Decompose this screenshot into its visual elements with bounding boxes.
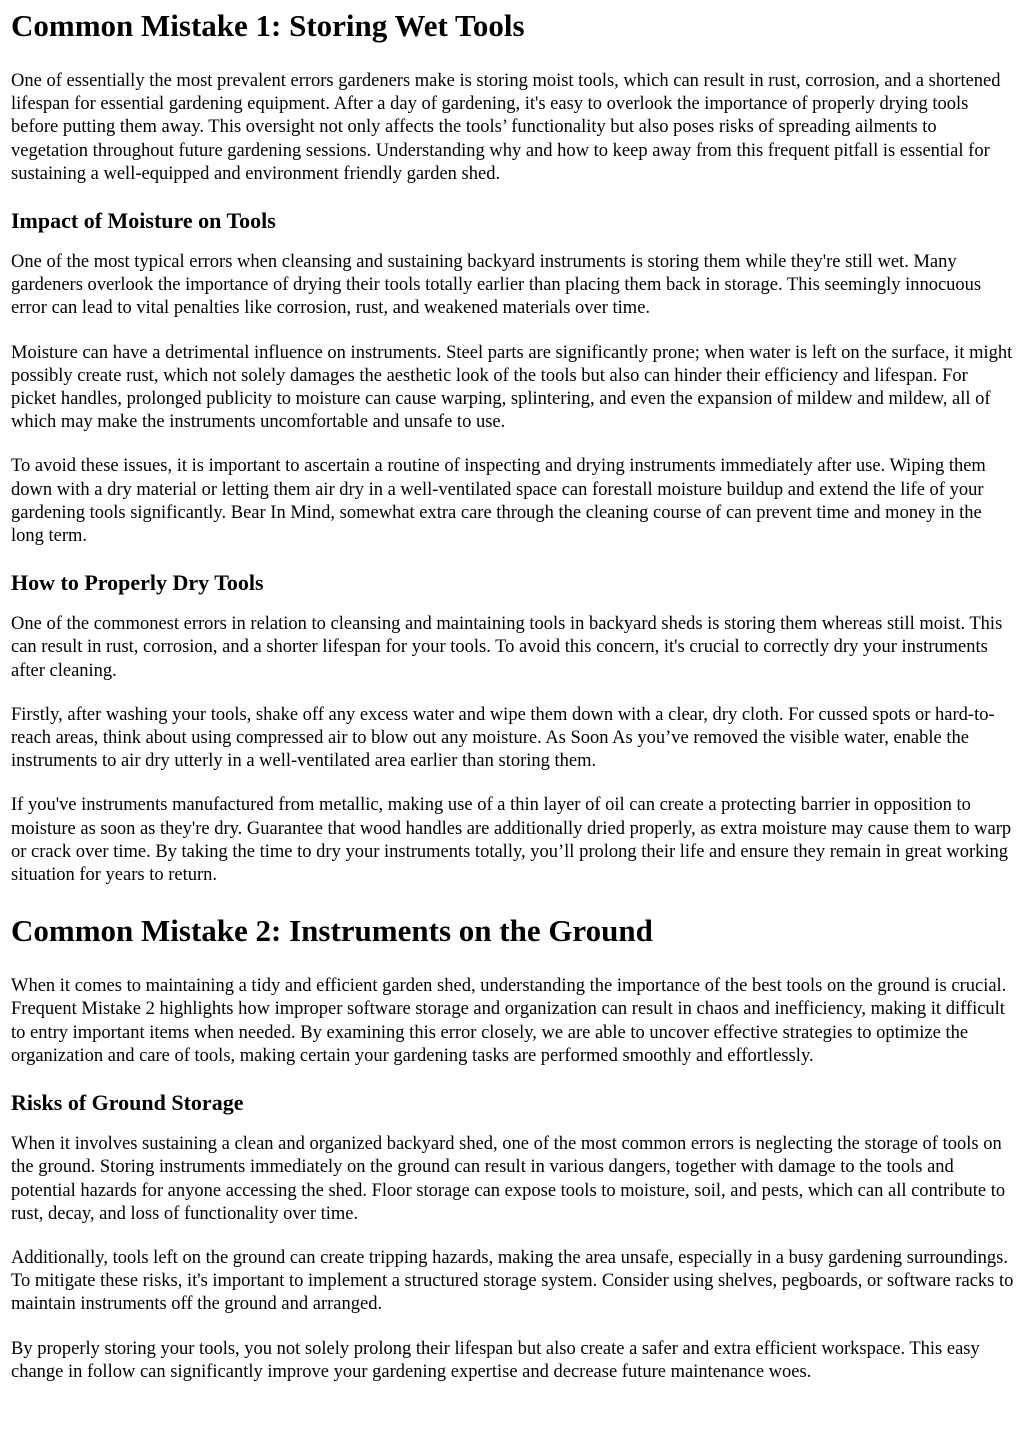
subsection-impact-of-moisture — [11, 207, 1014, 548]
section-mistake-1 — [11, 7, 1014, 887]
subsection-risks-of-ground-storage — [11, 1089, 1014, 1384]
paragraph: Additionally, tools left on the ground can create tripping hazards, making the area unsafe, especially in a busy gardening surroundings. To mitigate these risks, it's important to implement a structured storage system. Consider using shelves, pegboards, or software racks to maintain instruments off the ground and arranged. — [11, 1247, 1014, 1315]
paragraph: To avoid these issues, it is important to ascertain a routine of inspecting and drying instruments immediately after use. Wiping them down with a dry material or letting them air dry in a well-ventilated space can forestall moisture buildup and extend the life of your gardening tools significantly. Bear In Mind, somewhat extra care through the cleaning course of can prevent time and money in the long term. — [11, 456, 986, 547]
subsection-how-to-dry-tools — [11, 569, 1014, 887]
section-heading: Common Mistake 1: Storing Wet Tools — [11, 8, 525, 43]
section-intro: When it comes to maintaining a tidy and efficient garden shed, understanding the importance of the best tools on the ground is crucial. Frequent Mistake 2 highlights how improper software storage and organization can result in chaos and inefficiency, making it difficult to entry important items when needed. By examining this error closely, we are able to uncover effective strategies to optimize the organization and care of tools, making certain your gardening tasks are performed smoothly and effortlessly. — [11, 976, 1007, 1066]
paragraph: If you've instruments manufactured from metallic, making use of a thin layer of oil can create a protecting barrier in opposition to moisture as soon as they're dry. Guarantee that wood handles are additionally dried properly, as extra moisture may cause them to warp or crack over time. By taking the time to dry your instruments totally, you’ll prolong their life and ensure they remain in great working situation for years to return. — [11, 795, 1012, 886]
paragraph: One of the commonest errors in relation to cleansing and maintaining tools in backyard sheds is storing them whereas still moist. This can result in rust, corrosion, and a shorter lifespan for your tools. To avoid this concern, it's crucial to correctly dry your instruments after cleaning. — [11, 614, 1003, 681]
paragraph: When it involves sustaining a clean and organized backyard shed, one of the most common errors is neglecting the storage of tools on the ground. Storing instruments immediately on the ground can result in various dangers, together with damage to the tools and potential hazards for anyone accessing the shed. Floor storage can expose tools to moisture, soil, and pests, which can all contribute to rust, decay, and loss of functionality over time. — [11, 1134, 1006, 1224]
subsection-heading: Risks of Ground Storage — [11, 1090, 244, 1116]
section-heading: Common Mistake 2: Instruments on the Ground — [11, 913, 653, 949]
paragraph: Firstly, after washing your tools, shake off any excess water and wipe them down with a clear, dry cloth. For cussed spots or hard-to-reach areas, think about using compressed air to blow out any moisture. As Soon As you’ve removed the visible water, enable the instruments to air dry utterly in a well-ventilated area earlier than storing them. — [11, 704, 995, 772]
paragraph: One of the most typical errors when cleansing and sustaining backyard instruments is storing them while they're still wet. Many gardeners overlook the importance of drying their tools totally earlier than placing them back in storage. This seemingly innocuous error can lead to vital penalties like corrosion, rust, and weakened materials over time. — [11, 252, 982, 319]
subsection-heading: How to Properly Dry Tools — [11, 570, 264, 596]
section-mistake-2 — [11, 912, 1014, 1384]
paragraph: By properly storing your tools, you not solely prolong their lifespan but also create a safer and extra efficient workspace. This easy change in follow can significantly improve your gardening expertise and decrease future maintenance woes. — [11, 1338, 980, 1382]
paragraph: Moisture can have a detrimental influence on instruments. Steel parts are significantly prone; when water is left on the surface, it might possibly create rust, which not solely damages the aesthetic look of the tools but also can hinder their efficiency and lifespan. For picket handles, prolonged publicity to moisture can cause warping, splintering, and even the expansion of mildew and mildew, all of which may make the instruments uncomfortable and unsafe to use. — [11, 342, 1013, 433]
section-intro: One of essentially the most prevalent errors gardeners make is storing moist tools, which can result in rust, corrosion, and a shortened lifespan for essential gardening equipment. After a day of gardening, it's easy to overlook the importance of properly drying tools before putting them away. This oversight not only affects the tools’ functionality but also poses risks of spreading ailments to vegetation throughout future gardening sessions. Understanding why and how to keep away from this frequent pitfall is essential for sustaining a well-equipped and environment friendly garden shed. — [11, 71, 1001, 184]
subsection-heading: Impact of Moisture on Tools — [11, 208, 276, 234]
